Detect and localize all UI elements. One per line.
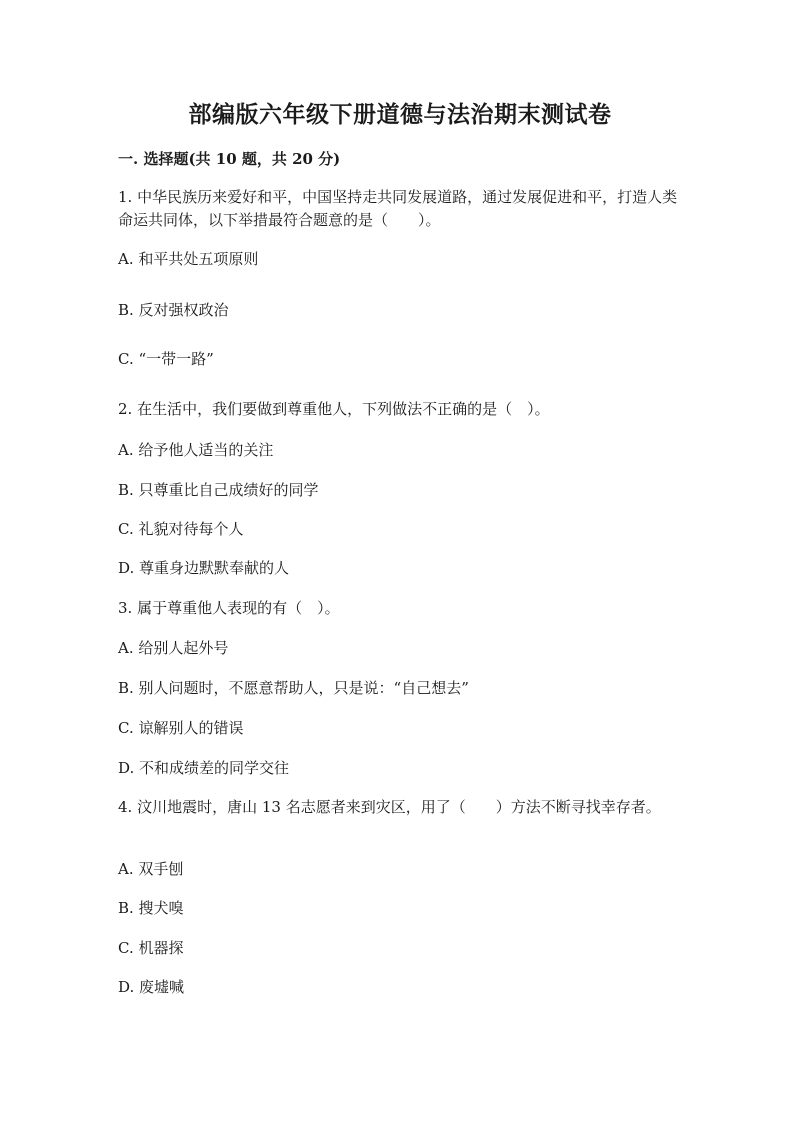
- option-c: C. 礼貌对待每个人: [118, 520, 244, 538]
- option-a: A. 双手刨: [118, 860, 184, 878]
- question-stem: 1. 中华民族历来爱好和平，中国坚持走共同发展道路，通过发展促进和平，打造人类命运共同体，以下举措最符合题意的是（ ）。: [118, 188, 678, 229]
- option-b: B. 只尊重比自己成绩好的同学: [118, 481, 319, 499]
- question-stem: 3. 属于尊重他人表现的有（ ）。: [118, 599, 340, 617]
- page-title: 部编版六年级下册道德与法治期末测试卷: [188, 101, 612, 128]
- option-d: D. 尊重身边默默奉献的人: [118, 559, 290, 577]
- question-stem: 2. 在生活中，我们要做到尊重他人，下列做法不正确的是（ ）。: [118, 400, 550, 418]
- option-c: C. “一带一路”: [118, 350, 214, 368]
- option-d: D. 不和成绩差的同学交往: [118, 759, 290, 777]
- option-a: A. 给别人起外号: [118, 639, 229, 657]
- option-a: A. 给予他人适当的关注: [118, 441, 274, 459]
- question-stem: 4. 汶川地震时，唐山 13 名志愿者来到灾区，用了（ ）方法不断寻找幸存者。: [118, 798, 661, 816]
- option-b: B. 反对强权政治: [118, 301, 229, 319]
- section-heading: 一. 选择题(共 10 题，共 20 分): [118, 150, 341, 168]
- option-a: A. 和平共处五项原则: [118, 250, 259, 268]
- option-c: C. 谅解别人的错误: [118, 719, 244, 737]
- option-b: B. 别人问题时，不愿意帮助人，只是说：“自己想去”: [118, 679, 469, 697]
- option-b: B. 搜犬嗅: [118, 899, 184, 917]
- option-d: D. 废墟喊: [118, 978, 185, 996]
- option-c: C. 机器探: [118, 939, 184, 957]
